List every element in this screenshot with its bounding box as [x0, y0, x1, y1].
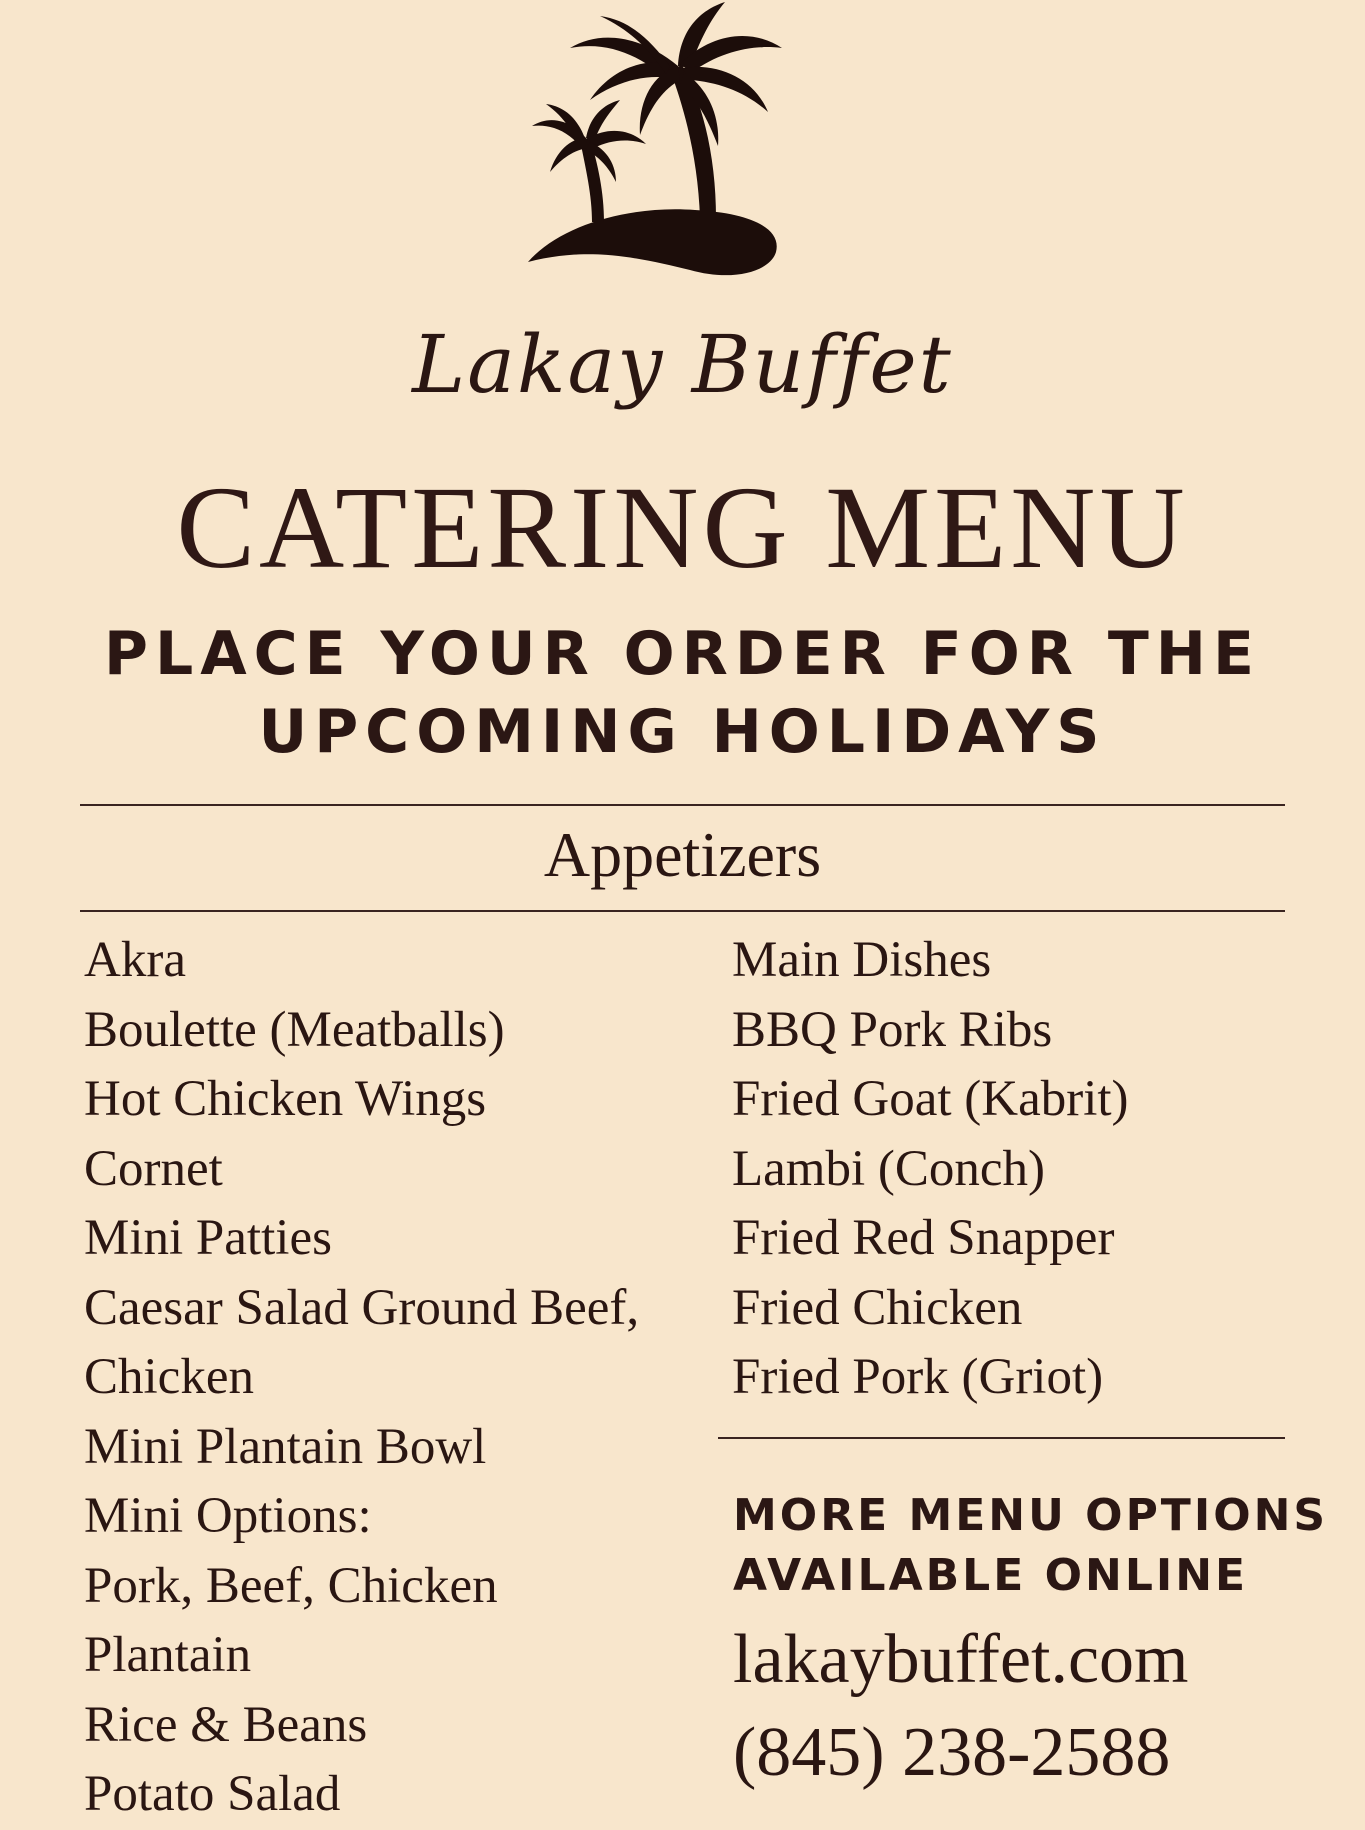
list-item: Fried Pork (Griot): [732, 1349, 1104, 1405]
more-options-line: MORE MENU OPTIONS: [733, 1490, 1329, 1541]
phone-number[interactable]: (845) 238-2588: [733, 1714, 1171, 1791]
list-item: Plantain: [84, 1627, 252, 1683]
list-item: Cornet: [84, 1140, 223, 1197]
appetizers-heading: Appetizers: [543, 819, 822, 890]
list-item: Fried Red Snapper: [732, 1210, 1115, 1266]
list-item: Caesar Salad Ground Beef,: [84, 1279, 640, 1336]
list-item: BBQ Pork Ribs: [732, 1001, 1053, 1058]
list-item: Fried Goat (Kabrit): [732, 1071, 1129, 1127]
brand-name: Lakay Buffet: [412, 318, 953, 411]
appetizers-list: [84, 926, 714, 1830]
page-subtitle: [0, 615, 1365, 771]
divider: [718, 1437, 1285, 1439]
palm-trees-island-icon: [520, 0, 820, 310]
subtitle-line: UPCOMING HOLIDAYS: [258, 697, 1107, 767]
more-options-note: [733, 1486, 1328, 1606]
list-item: Lambi (Conch): [732, 1140, 1045, 1197]
list-item: Pork, Beef, Chicken: [84, 1557, 498, 1614]
list-item: Mini Options:: [84, 1488, 372, 1544]
list-item: Hot Chicken Wings: [84, 1071, 487, 1127]
main-dishes-heading: Main Dishes: [732, 932, 992, 988]
list-item: Mini Patties: [84, 1210, 332, 1266]
divider: [80, 910, 1285, 912]
list-item: Rice & Beans: [84, 1696, 368, 1753]
list-item: Mini Plantain Bowl: [84, 1418, 487, 1475]
page-title: CATERING MENU: [176, 462, 1189, 593]
more-options-line: AVAILABLE ONLINE: [733, 1550, 1249, 1601]
list-item: Boulette (Meatballs): [84, 1001, 505, 1058]
subtitle-line: PLACE YOUR ORDER FOR THE: [104, 619, 1261, 689]
website-link[interactable]: lakaybuffet.com: [733, 1621, 1189, 1698]
list-item: Fried Chicken: [732, 1279, 1023, 1336]
list-item: Potato Salad: [84, 1766, 341, 1822]
main-dishes-list: [732, 926, 1332, 1413]
list-item: Akra: [84, 932, 186, 988]
list-item: Chicken: [84, 1349, 254, 1405]
divider: [80, 804, 1285, 806]
